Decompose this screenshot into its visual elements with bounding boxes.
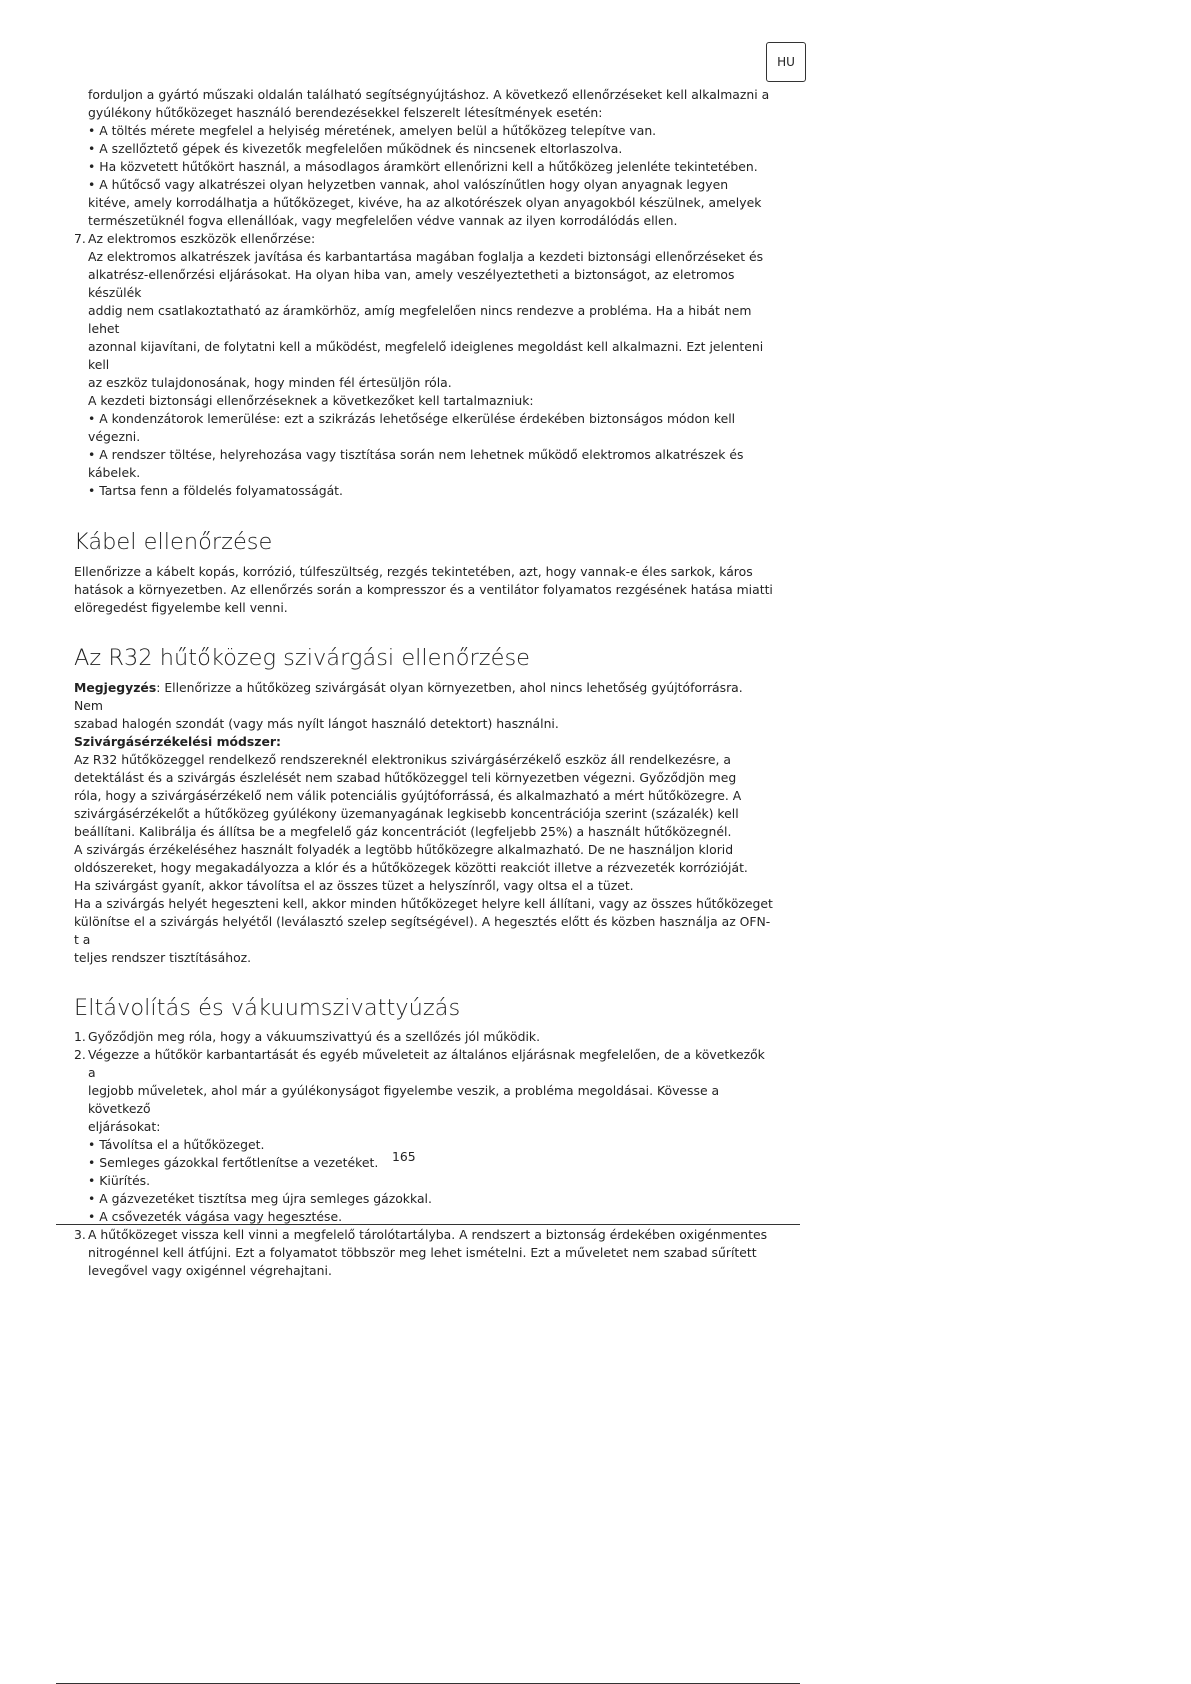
note-label: Megjegyzés [74, 680, 157, 695]
text-line: különítse el a szivárgás helyétől (leválasztó szelep segítségével). A hegesztés előtt és közben használja az OFN-t a [74, 914, 771, 947]
page-number: 165 [392, 1149, 416, 1164]
eltavolitas-list [74, 1028, 774, 1280]
text-line: addig nem csatlakoztatható az áramkörhöz, amíg megfelelően nincs rendezve a probléma. Ha a hibát nem lehet [88, 303, 752, 336]
text-line: szivárgásérzékelőt a hűtőközeg gyúlékony üzemanyagának legkisebb koncentrációja szerint (százalék) kell [74, 806, 739, 821]
text-line: forduljon a gyártó műszaki oldalán található segítségnyújtáshoz. A következő ellenőrzéseket kell alkalmazni a [88, 87, 770, 102]
text-line: detektálást és a szivárgás észlelését nem szabad hűtőközeggel teli környezetben végezni. Győződjön meg [74, 770, 737, 785]
bullet-item: • A hűtőcső vagy alkatrészei olyan helyzetben vannak, ahol valószínűtlen hogy olyan anyagnak legyen [88, 177, 729, 192]
note-line: szabad halogén szondát (vagy más nyílt lángot használó detektort) használni. [74, 716, 559, 731]
bullet-item: • Ha közvetett hűtőkört használ, a másodlagos áramkört ellenőrizni kell a hűtőközeg jelenléte tekintetében. [88, 159, 758, 174]
text-line: eljárásokat: [88, 1119, 161, 1134]
section-heading-eltavolitas: Eltávolítás és vákuumszivattyúzás [74, 995, 461, 1021]
r32-note [74, 679, 774, 733]
text-line: róla, hogy a szivárgásérzékelő nem válik potenciális gyújtóforrássá, és alkalmazható a mért hűtőközegre. A [74, 788, 742, 803]
document-body [74, 86, 774, 1280]
text-line: A kezdeti biztonsági ellenőrzéseknek a következőket kell tartalmazniuk: [88, 393, 534, 408]
text-line: hatások a környezetben. Az ellenőrzés során a kompresszor és a ventilátor folyamatos rezgésének hatása miatti [74, 582, 773, 597]
page-divider [56, 1224, 800, 1225]
intro-block [74, 86, 774, 230]
item-number: 2. [74, 1047, 86, 1062]
text-line: Végezze a hűtőkör karbantartását és egyéb műveleteit az általános eljárásnak megfelelően, de a következők a [88, 1047, 765, 1080]
section-heading-r32: Az R32 hűtőközeg szivárgási ellenőrzése [74, 645, 531, 671]
text-line: kitéve, amely korrodálhatja a hűtőközeget, kivéve, ha az alkotórészek olyan anyagokból készülnek, amelyek [88, 195, 762, 210]
section-heading-kabel: Kábel ellenőrzése [74, 529, 273, 555]
text-line: természetüknél fogva ellenállóak, vagy megfelelően védve vannak az ilyen korrodálódás ellen. [88, 213, 678, 228]
text-line: A szivárgás érzékeléséhez használt folyadék a legtöbb hűtőközegre alkalmazható. De ne használjon klorid [74, 842, 734, 857]
bullet-item: • A csővezeték vágása vagy hegesztése. [88, 1209, 343, 1224]
text-line: Ha a szivárgás helyét hegeszteni kell, akkor minden hűtőközeget helyre kell állítani, vagy az összes hűtőközeget [74, 896, 773, 911]
bullet-item: • A töltés mérete megfelel a helyiség méretének, amelyen belül a hűtőközeg telepítve van. [88, 123, 657, 138]
text-line: Ellenőrizze a kábelt kopás, korrózió, túlfeszültség, rezgés tekintetében, azt, hogy vannak-e éles sarkok, káros [74, 564, 753, 579]
text-line: legjobb műveletek, ahol már a gyúlékonyságot figyelembe veszik, a probléma megoldásai. Kövesse a következő [88, 1083, 720, 1116]
text-line: alkatrész-ellenőrzési eljárásokat. Ha olyan hiba van, amely veszélyeztetheti a biztonságot, az eletromos készülék [88, 267, 735, 300]
bullet-item: • A rendszer töltése, helyrehozása vagy tisztítása során nem lehetnek működő elektromos alkatrészek és kábelek. [88, 447, 744, 480]
language-badge: HU [766, 42, 806, 82]
text-line: Ha szivárgást gyanít, akkor távolítsa el az összes tüzet a helyszínről, vagy oltsa el a tüzet. [74, 878, 634, 893]
bullet-item: • A gázvezetéket tisztítsa meg újra semleges gázokkal. [88, 1191, 432, 1206]
numbered-item-2 [74, 1046, 774, 1226]
text-line: levegővel vagy oxigénnel végrehajtani. [88, 1263, 332, 1278]
numbered-item-1 [74, 1028, 774, 1046]
kabel-paragraph [74, 563, 774, 617]
item-number: 1. [74, 1029, 86, 1044]
text-line: beállítani. Kalibrálja és állítsa be a megfelelő gáz koncentrációt (legfeljebb 25%) a használt hűtőközegnél. [74, 824, 732, 839]
numbered-item-3 [74, 1226, 774, 1280]
text-line: oldószereket, hogy megakadályozza a klór és a hűtőközegek közötti reakciót illetve a rézvezeték korrózióját. [74, 860, 748, 875]
text-line: gyúlékony hűtőközeget használó berendezésekkel felszerelt létesítmények esetén: [88, 105, 603, 120]
method-label-text: Szivárgásérzékelési módszer: [74, 734, 281, 749]
text-line: Az R32 hűtőközeggel rendelkező rendszereknél elektronikus szivárgásérzékelő eszköz áll rendelkezésre, a [74, 752, 731, 767]
text-line: végezni. [88, 429, 141, 444]
text-line: A hűtőközeget vissza kell vinni a megfelelő tárolótartályba. A rendszert a biztonság érdekében oxigénmentes [88, 1227, 768, 1242]
note-line [74, 679, 774, 715]
bullet-item: • A kondenzátorok lemerülése: ezt a szikrázás lehetősége elkerülése érdekében biztonságos módon kell [88, 411, 736, 426]
numbered-item-7 [74, 230, 774, 500]
r32-method [74, 733, 774, 967]
method-label [74, 733, 774, 751]
text-line: Győződjön meg róla, hogy a vákuumszivattyú és a szellőzés jól működik. [88, 1029, 541, 1044]
bullet-item: • Kiürítés. [88, 1173, 151, 1188]
bullet-item: • A szellőztető gépek és kivezetők megfelelően működnek és nincsenek eltorlaszolva. [88, 141, 623, 156]
item-number: 7. [74, 231, 86, 246]
text-line: azonnal kijavítani, de folytatni kell a működést, megfelelő ideiglenes megoldást kell alkalmazni. Ezt jelenteni kell [88, 339, 764, 372]
text-line: Az elektromos alkatrészek javítása és karbantartása magában foglalja a kezdeti biztonsági ellenőrzéseket és [88, 249, 764, 264]
item-title: Az elektromos eszközök ellenőrzése: [88, 231, 316, 246]
item-number: 3. [74, 1227, 86, 1242]
bullet-item: • Tartsa fenn a földelés folyamatosságát. [88, 483, 343, 498]
text-line: nitrogénnel kell átfújni. Ezt a folyamatot többször meg lehet ismételni. Ezt a műveletet nem szabad sűrített [88, 1245, 757, 1260]
text-line: teljes rendszer tisztításához. [74, 950, 252, 965]
bullet-item: • Távolítsa el a hűtőközeget. [88, 1137, 265, 1152]
text-line: elöregedést figyelembe kell venni. [74, 600, 288, 615]
text-line: az eszköz tulajdonosának, hogy minden fél értesüljön róla. [88, 375, 452, 390]
note-text: : Ellenőrizze a hűtőközeg szivárgását olyan környezetben, ahol nincs lehetőség gyújtóforrásra. Nem [74, 680, 743, 713]
bullet-item: • Semleges gázokkal fertőtlenítse a vezetéket. [88, 1155, 379, 1170]
